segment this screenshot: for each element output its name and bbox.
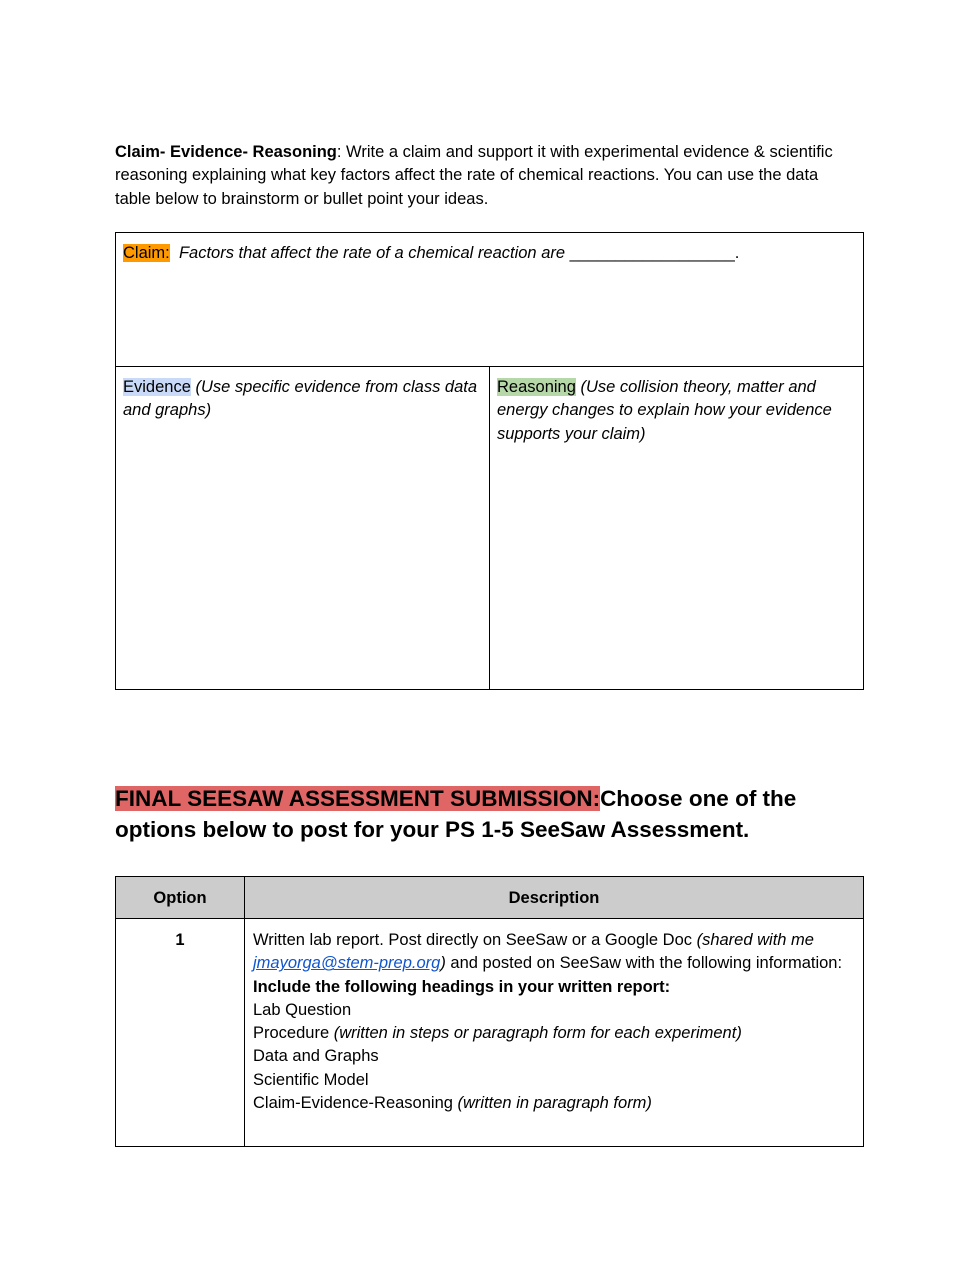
shared-open: (shared with me (696, 931, 814, 949)
description-column-header: Description (508, 889, 600, 907)
claim-label: Claim: (123, 244, 170, 262)
options-table (115, 876, 864, 1147)
cer-instructions (115, 141, 845, 211)
item-procedure-label: Procedure (253, 1024, 334, 1043)
reasoning-cell[interactable] (490, 367, 863, 689)
option-column-header: Option (116, 877, 245, 918)
item-procedure (253, 1022, 855, 1045)
item-cer-label: Claim-Evidence-Reasoning (253, 1094, 458, 1113)
claim-cell[interactable] (116, 233, 863, 367)
item-cer (253, 1092, 855, 1115)
evidence-label: Evidence (123, 378, 191, 396)
table-row (116, 919, 863, 1146)
evidence-prompt: (Use specific evidence from class data and graphs) (123, 378, 478, 420)
reasoning-prompt: (Use collision theory, matter and energy changes to explain how your evidence supports your claim) (497, 378, 832, 443)
cer-instructions-label: Claim- Evidence- Reasoning (115, 143, 337, 161)
reasoning-label: Reasoning (497, 378, 576, 396)
description-intro (253, 929, 855, 976)
final-submission-heading (115, 783, 875, 845)
description-intro-tail: and posted on SeeSaw with the following information: (445, 954, 843, 973)
shared-close: ) (440, 954, 446, 973)
email-link[interactable]: jmayorga@stem-prep.org (253, 954, 441, 973)
item-cer-note: (written in paragraph form) (457, 1094, 652, 1113)
description-intro-text: Written lab report. Post directly on SeeSaw or a Google Doc (253, 931, 697, 949)
option-description (245, 919, 863, 1146)
claim-prompt: Factors that affect the rate of a chemical reaction are (178, 244, 566, 262)
item-data-graphs: Data and Graphs (253, 1047, 379, 1066)
cer-instructions-text: : Write a claim and support it with experimental evidence & scientific reasoning explaining what key factors affect the rate of chemical reactions. You can use the data table below to brainstorm or bullet point your ideas. (115, 143, 833, 208)
options-table-header (116, 877, 863, 919)
item-procedure-note: (written in steps or paragraph form for each experiment) (333, 1024, 742, 1043)
headings-label: Include the following headings in your written report: (253, 977, 671, 996)
item-lab-question: Lab Question (253, 1000, 352, 1019)
evidence-cell[interactable] (116, 367, 490, 689)
item-scientific-model: Scientific Model (253, 1070, 369, 1089)
option-number: 1 (116, 919, 245, 1146)
final-submission-text: Choose one of the options below to post for your PS 1-5 SeeSaw Assessment. (115, 786, 797, 842)
claim-blank: __________________. (565, 244, 740, 262)
cer-table (115, 232, 864, 690)
final-submission-highlight: FINAL SEESAW ASSESSMENT SUBMISSION: (115, 786, 601, 811)
